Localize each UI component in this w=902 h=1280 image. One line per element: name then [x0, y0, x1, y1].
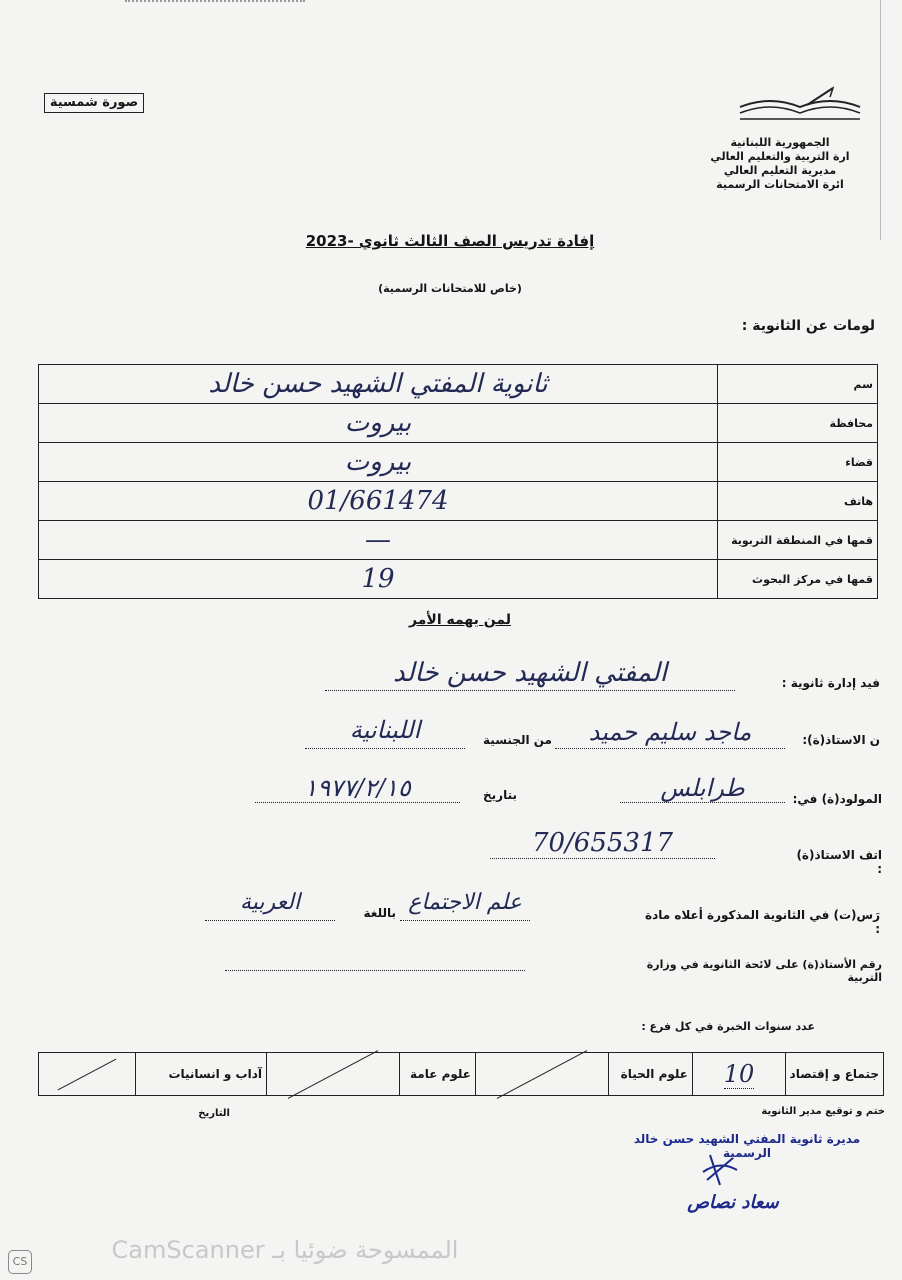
birthdate-label: بتاريخ [483, 788, 517, 802]
ministry-logo [735, 85, 865, 130]
branch-label: علوم الحياة [609, 1053, 693, 1096]
row-label: هاتف [718, 482, 878, 521]
experience-heading: عدد سنوات الخبرة في كل فرع : [641, 1020, 815, 1033]
row-label: قضاء [718, 443, 878, 482]
region-number-value: — [39, 521, 718, 560]
mgmt-value: المفتي الشهيد حسن خالد [325, 658, 735, 691]
school-name-value: ثانوية المفتي الشهيد حسن خالد [39, 365, 718, 404]
date-label: التاريخ [198, 1108, 230, 1119]
birthplace-value: طرابلس [620, 774, 785, 803]
director-name: سعاد نصاص [687, 1192, 779, 1213]
top-edge-marks [125, 0, 305, 10]
letterhead [700, 136, 860, 192]
page-title: إفادة تدريس الصف الثالث ثانوي -2023 [305, 232, 595, 250]
teacher-label: ن الاستاذ(ة): [802, 733, 880, 747]
letterhead-line: ارة التربية والتعليم العالي [710, 150, 850, 163]
branch-value-crossed [39, 1053, 136, 1096]
row-label: قمها في المنطقة التربوية [718, 521, 878, 560]
table-row [39, 365, 878, 404]
branch-value-crossed [476, 1053, 609, 1096]
teacher-value: ماجد سليم حميد [555, 718, 785, 749]
row-label: محافظة [718, 404, 878, 443]
letterhead-line: الجمهورية اللبنانية [730, 136, 830, 149]
table-row [39, 443, 878, 482]
right-edge-line [880, 0, 881, 240]
branch-label: علوم عامة [400, 1053, 476, 1096]
registry-value-line [225, 958, 525, 971]
letterhead-line: ائرة الامتحانات الرسمية [716, 178, 844, 191]
language-value: العربية [205, 890, 335, 921]
teacher-phone-value: 70/655317 [490, 828, 715, 859]
nationality-value: اللبنانية [305, 716, 465, 749]
table-row [39, 560, 878, 599]
subject-label: رَس(ت) في الثانوية المذكورة أعلاه مادة : [645, 908, 880, 936]
birthplace-label: المولود(ة) في: [792, 792, 882, 806]
district-value: بيروت [39, 443, 718, 482]
teacher-phone-label: اتف الاستاذ(ة) : [796, 848, 882, 876]
letterhead-line: مديرية التعليم العالي [723, 164, 837, 177]
nationality-label: من الجنسية [483, 733, 552, 747]
page-subtitle: (خاص للامتحانات الرسمية) [378, 282, 522, 295]
branch-value: 10 [693, 1053, 786, 1096]
branch-value-crossed [267, 1053, 400, 1096]
experience-table [38, 1052, 884, 1096]
table-row [39, 482, 878, 521]
birthdate-value: ١٩٧٧/٢/١٥ [255, 774, 460, 803]
subject-value: علم الاجتماع [400, 890, 530, 921]
governorate-value: بيروت [39, 404, 718, 443]
row-label: قمها في مركز البحوث [718, 560, 878, 599]
school-stamp: مديرة ثانوية المفتي الشهيد حسن خالد الرسمية [633, 1132, 861, 1160]
signature-label: ختم و توقيع مدير الثانوية [761, 1106, 885, 1117]
registry-label: رقم الأستاذ(ة) على لائحة الثانوية في وزارة التربية [646, 958, 882, 984]
table-row [39, 404, 878, 443]
row-label: سم [718, 365, 878, 404]
signature-scribble [695, 1150, 745, 1190]
branch-label: آداب و انسانيات [136, 1053, 267, 1096]
camscanner-watermark: الممسوحة ضوئيا بـ CamScanner [111, 1236, 459, 1264]
phone-value: 01/661474 [39, 482, 718, 521]
concern-heading: لمن يهمه الأمر [409, 612, 511, 628]
research-center-number-value: 19 [39, 560, 718, 599]
branch-label: جتماع و إقتصاد [786, 1053, 884, 1096]
section-heading: لومات عن الثانوية : [741, 318, 875, 334]
cs-badge: CS [8, 1250, 32, 1274]
language-label: باللغة [363, 906, 396, 920]
table-row [39, 521, 878, 560]
photo-label: صورة شمسية [44, 93, 144, 113]
school-info-table [38, 364, 878, 599]
table-row [39, 1053, 884, 1096]
mgmt-label: فيد إدارة ثانوية : [781, 676, 880, 690]
